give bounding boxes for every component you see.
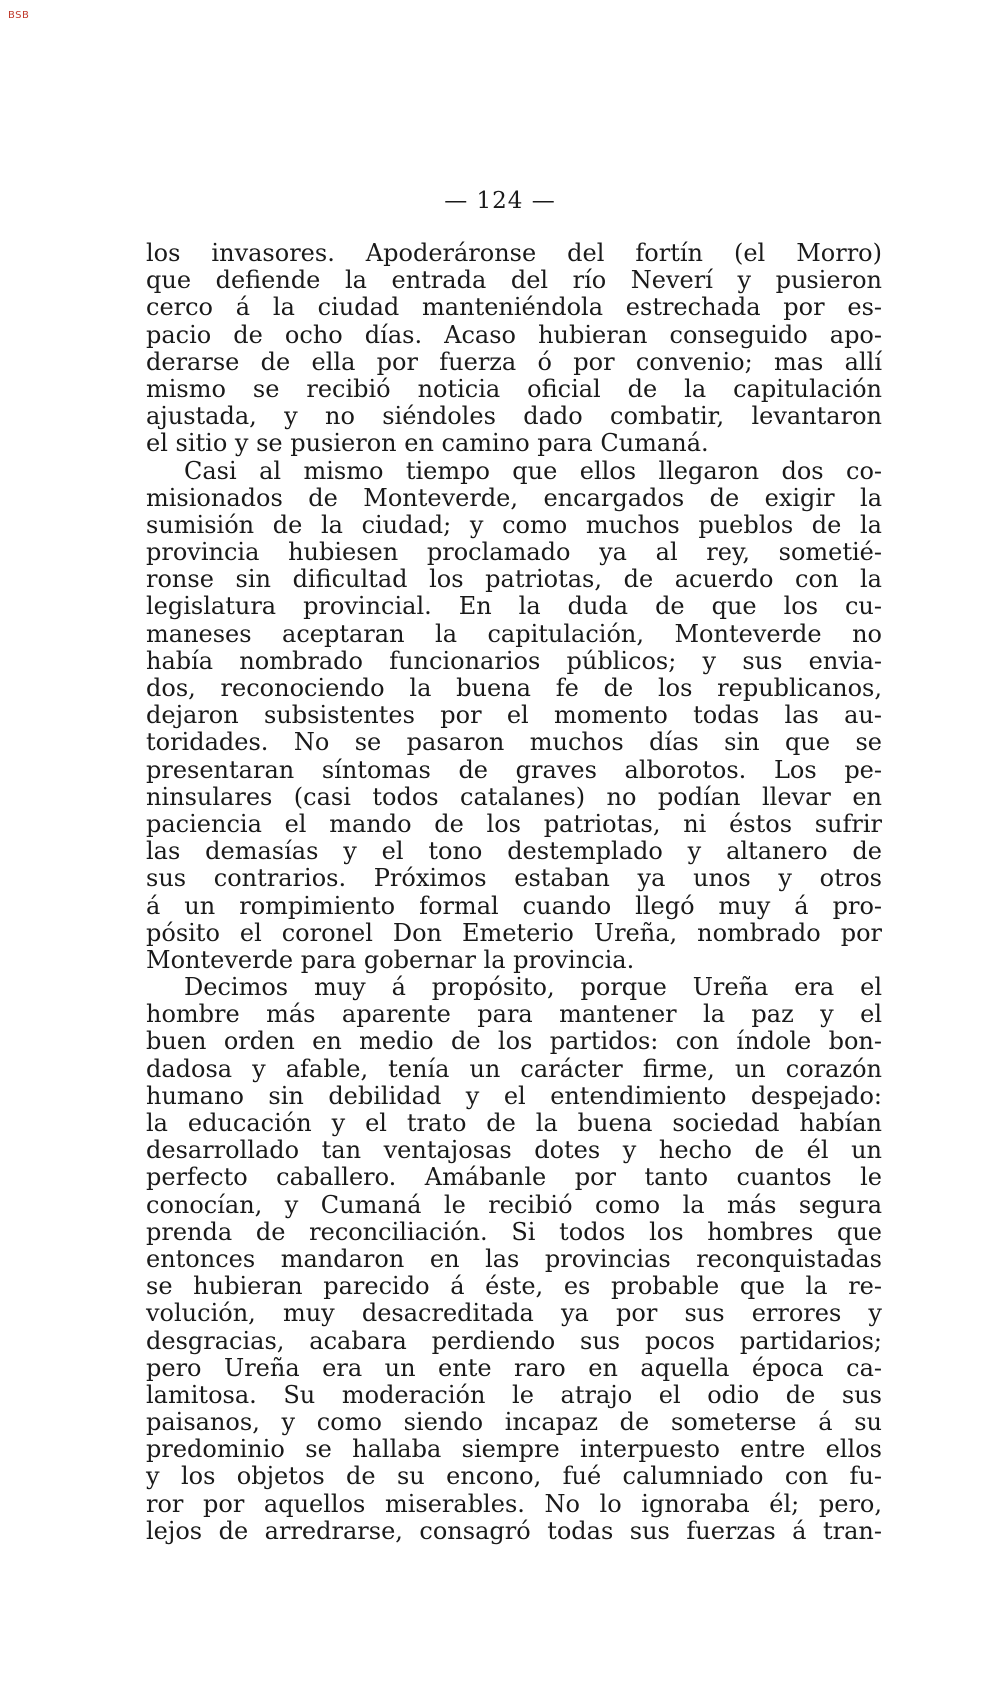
text-line: se hubieran parecido á éste, es probable que la re- (146, 1272, 882, 1301)
text-line: á un rompimiento formal cuando llegó muy á pro- (146, 891, 882, 920)
text-line: provincia hubiesen proclamado ya al rey, sometié- (146, 538, 882, 567)
text-line: dejaron subsistentes por el momento todas las au- (146, 701, 882, 730)
body-text (146, 240, 882, 1545)
text-line: humano sin debilidad y el entendimiento despejado: (146, 1081, 882, 1110)
text-line: buen orden en medio de los partidos: con índole bon- (146, 1027, 882, 1056)
text-line: conocían, y Cumaná le recibió como la más segura (146, 1190, 882, 1219)
library-watermark: BSB (8, 10, 30, 21)
text-line: Monteverde para gobernar la provincia. (146, 945, 635, 974)
text-line: derarse de ella por fuerza ó por convenio; mas allí (146, 347, 882, 376)
text-line: Casi al mismo tiempo que ellos llegaron dos co- (184, 456, 882, 485)
page-number: — 124 — (444, 188, 556, 214)
text-line: ror por aquellos miserables. No lo ignoraba él; pero, (146, 1489, 882, 1518)
text-line: lamitosa. Su moderación le atrajo el odio de sus (146, 1380, 882, 1409)
text-line: perfecto caballero. Amábanle por tanto cuantos le (146, 1163, 882, 1192)
text-line: volución, muy desacreditada ya por sus errores y (146, 1299, 882, 1328)
text-line: desarrollado tan ventajosas dotes y hecho de él un (146, 1136, 882, 1165)
text-line: paciencia el mando de los patriotas, ni éstos sufrir (146, 809, 882, 838)
text-line: desgracias, acabara perdiendo sus pocos partidarios; (146, 1326, 882, 1355)
text-line: dos, reconociendo la buena fe de los republicanos, (146, 674, 882, 702)
text-line: ajustada, y no siéndoles dado combatir, levantaron (146, 402, 882, 431)
text-line: el sitio y se pusieron en camino para Cumaná. (146, 429, 709, 458)
text-line: toridades. No se pasaron muchos días sin que se (146, 728, 882, 757)
text-line: misionados de Monteverde, encargados de exigir la (146, 483, 882, 512)
text-line: los invasores. Apoderáronse del fortín (el Morro) (146, 239, 882, 267)
text-line: hombre más aparente para mantener la paz y el (146, 1000, 882, 1029)
text-line: había nombrado funcionarios públicos; y sus envia- (146, 646, 882, 675)
text-line: Decimos muy á propósito, porque Ureña era el (184, 973, 882, 1002)
text-line: pero Ureña era un ente raro en aquella época ca- (146, 1353, 882, 1382)
text-line: presentaran síntomas de graves alborotos. Los pe- (146, 755, 882, 784)
text-line: la educación y el trato de la buena sociedad habían (146, 1109, 882, 1137)
text-line: pósito el coronel Don Emeterio Ureña, nombrado por (146, 918, 882, 947)
text-line: dadosa y afable, tenía un carácter firme, un corazón (146, 1054, 882, 1083)
text-line: paisanos, y como siendo incapaz de someterse á su (146, 1408, 882, 1437)
text-line: y los objetos de su encono, fué calumniado con fu- (146, 1462, 882, 1491)
text-line: sumisión de la ciudad; y como muchos pueblos de la (146, 510, 882, 539)
text-line: entonces mandaron en las provincias reconquistadas (146, 1244, 882, 1273)
text-line: maneses aceptaran la capitulación, Monteverde no (146, 619, 882, 648)
text-line: las demasías y el tono destemplado y altanero de (146, 837, 882, 866)
text-line: ronse sin dificultad los patriotas, de acuerdo con la (146, 565, 882, 594)
text-line: sus contrarios. Próximos estaban ya unos y otros (146, 864, 882, 893)
text-line: predominio se hallaba siempre interpuesto entre ellos (146, 1435, 882, 1464)
text-line: prenda de reconciliación. Si todos los hombres que (146, 1217, 882, 1246)
text-line: pacio de ocho días. Acaso hubieran conseguido apo- (146, 320, 882, 349)
text-line: legislatura provincial. En la duda de que los cu- (146, 592, 882, 621)
text-line: cerco á la ciudad manteniéndola estrechada por es- (146, 293, 882, 322)
text-line: lejos de arredrarse, consagró todas sus fuerzas á tran- (146, 1516, 882, 1545)
text-line: ninsulares (casi todos catalanes) no podían llevar en (146, 782, 882, 811)
text-line: que defiende la entrada del río Neverí y pusieron (146, 266, 882, 295)
text-line: mismo se recibió noticia oficial de la capitulación (146, 374, 882, 403)
